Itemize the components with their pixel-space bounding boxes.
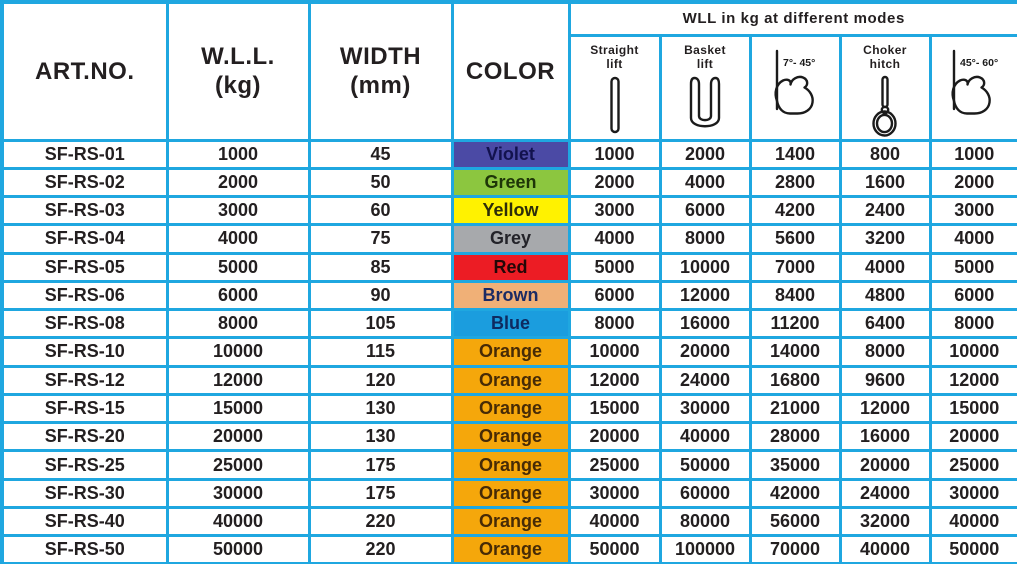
- cell-mode-straight-lift: 20000: [569, 423, 660, 451]
- column-header-wll: [167, 2, 309, 140]
- cell-mode-angle-45-60: 3000: [930, 197, 1017, 225]
- straight-sling-icon: [602, 75, 628, 135]
- cell-width-mm: 220: [309, 536, 452, 564]
- cell-mode-straight-lift: 5000: [569, 253, 660, 281]
- cell-mode-basket-lift: 24000: [660, 366, 750, 394]
- table-row: [2, 168, 1017, 196]
- cell-art-no: SF-RS-25: [2, 451, 167, 479]
- cell-mode-angle-7-45: 21000: [750, 394, 840, 422]
- cell-mode-angle-7-45: 1400: [750, 140, 840, 168]
- cell-mode-basket-lift: 16000: [660, 310, 750, 338]
- cell-mode-basket-lift: 10000: [660, 253, 750, 281]
- cell-mode-choker-hitch: 800: [840, 140, 930, 168]
- cell-mode-straight-lift: 10000: [569, 338, 660, 366]
- mode-label: lift: [696, 56, 714, 71]
- column-header-label: W.L.L.: [201, 42, 275, 70]
- cell-mode-choker-hitch: 3200: [840, 225, 930, 253]
- cell-mode-basket-lift: 4000: [660, 168, 750, 196]
- cell-mode-straight-lift: 30000: [569, 479, 660, 507]
- column-header-unit: (kg): [215, 72, 261, 100]
- mode-header-angle-45-60: [930, 35, 1017, 140]
- cell-mode-angle-45-60: 4000: [930, 225, 1017, 253]
- cell-mode-straight-lift: 50000: [569, 536, 660, 564]
- column-header-label: WIDTH: [339, 42, 422, 70]
- mode-label: Straight: [590, 42, 639, 57]
- cell-width-mm: 50: [309, 168, 452, 196]
- angle-label: 45°- 60°: [960, 56, 999, 69]
- cell-color: Yellow: [452, 197, 569, 225]
- cell-mode-straight-lift: 25000: [569, 451, 660, 479]
- cell-color: Orange: [452, 423, 569, 451]
- cell-mode-choker-hitch: 9600: [840, 366, 930, 394]
- table-row: [2, 536, 1017, 564]
- cell-mode-straight-lift: 4000: [569, 225, 660, 253]
- cell-width-mm: 130: [309, 394, 452, 422]
- table-row: [2, 253, 1017, 281]
- angle-label: 7°- 45°: [783, 56, 816, 69]
- table-body: [2, 140, 1017, 564]
- cell-width-mm: 220: [309, 507, 452, 535]
- cell-mode-angle-45-60: 5000: [930, 253, 1017, 281]
- cell-mode-angle-45-60: 1000: [930, 140, 1017, 168]
- mode-header-choker-hitch: [840, 35, 930, 140]
- cell-color: Orange: [452, 451, 569, 479]
- cell-mode-basket-lift: 30000: [660, 394, 750, 422]
- cell-mode-angle-7-45: 11200: [750, 310, 840, 338]
- mode-label: lift: [606, 56, 623, 71]
- column-header-art-no: [2, 2, 167, 140]
- cell-mode-angle-45-60: 8000: [930, 310, 1017, 338]
- cell-color: Orange: [452, 536, 569, 564]
- column-header-color: [452, 2, 569, 140]
- table-row: [2, 225, 1017, 253]
- cell-mode-choker-hitch: 24000: [840, 479, 930, 507]
- cell-mode-angle-7-45: 14000: [750, 338, 840, 366]
- cell-width-mm: 120: [309, 366, 452, 394]
- cell-mode-straight-lift: 12000: [569, 366, 660, 394]
- cell-wll-kg: 1000: [167, 140, 309, 168]
- cell-width-mm: 130: [309, 423, 452, 451]
- cell-mode-basket-lift: 100000: [660, 536, 750, 564]
- cell-color: Blue: [452, 310, 569, 338]
- group-header-wll-modes: WLL in kg at different modes: [569, 2, 1017, 35]
- cell-mode-basket-lift: 12000: [660, 281, 750, 309]
- cell-wll-kg: 40000: [167, 507, 309, 535]
- cell-art-no: SF-RS-12: [2, 366, 167, 394]
- cell-art-no: SF-RS-04: [2, 225, 167, 253]
- cell-color: Orange: [452, 507, 569, 535]
- cell-mode-angle-7-45: 5600: [750, 225, 840, 253]
- cell-mode-angle-45-60: 2000: [930, 168, 1017, 196]
- cell-mode-choker-hitch: 1600: [840, 168, 930, 196]
- cell-mode-angle-45-60: 25000: [930, 451, 1017, 479]
- basket-sling-icon: [685, 75, 725, 133]
- cell-width-mm: 115: [309, 338, 452, 366]
- cell-mode-angle-7-45: 16800: [750, 366, 840, 394]
- cell-wll-kg: 5000: [167, 253, 309, 281]
- cell-mode-choker-hitch: 16000: [840, 423, 930, 451]
- cell-wll-kg: 12000: [167, 366, 309, 394]
- cell-width-mm: 90: [309, 281, 452, 309]
- cell-mode-angle-7-45: 56000: [750, 507, 840, 535]
- cell-mode-basket-lift: 60000: [660, 479, 750, 507]
- cell-mode-basket-lift: 6000: [660, 197, 750, 225]
- cell-wll-kg: 6000: [167, 281, 309, 309]
- cell-width-mm: 45: [309, 140, 452, 168]
- mode-header-basket-lift: [660, 35, 750, 140]
- cell-mode-choker-hitch: 20000: [840, 451, 930, 479]
- cell-color: Green: [452, 168, 569, 196]
- cell-wll-kg: 4000: [167, 225, 309, 253]
- table-row: [2, 479, 1017, 507]
- cell-mode-basket-lift: 8000: [660, 225, 750, 253]
- cell-mode-angle-7-45: 4200: [750, 197, 840, 225]
- cell-mode-angle-45-60: 20000: [930, 423, 1017, 451]
- cell-mode-straight-lift: 2000: [569, 168, 660, 196]
- table-row: [2, 338, 1017, 366]
- table-row: [2, 140, 1017, 168]
- cell-wll-kg: 30000: [167, 479, 309, 507]
- cell-mode-basket-lift: 2000: [660, 140, 750, 168]
- cell-mode-angle-45-60: 12000: [930, 366, 1017, 394]
- cell-color: Orange: [452, 338, 569, 366]
- table-row: [2, 423, 1017, 451]
- cell-wll-kg: 25000: [167, 451, 309, 479]
- table-row: [2, 281, 1017, 309]
- cell-mode-choker-hitch: 8000: [840, 338, 930, 366]
- cell-mode-angle-7-45: 70000: [750, 536, 840, 564]
- table-row: [2, 197, 1017, 225]
- cell-art-no: SF-RS-10: [2, 338, 167, 366]
- cell-art-no: SF-RS-15: [2, 394, 167, 422]
- cell-mode-angle-45-60: 30000: [930, 479, 1017, 507]
- table-row: [2, 451, 1017, 479]
- cell-art-no: SF-RS-50: [2, 536, 167, 564]
- cell-mode-angle-45-60: 50000: [930, 536, 1017, 564]
- cell-width-mm: 175: [309, 451, 452, 479]
- cell-mode-angle-7-45: 42000: [750, 479, 840, 507]
- cell-mode-choker-hitch: 32000: [840, 507, 930, 535]
- angled-basket-7-45-icon: [763, 43, 827, 139]
- cell-wll-kg: 10000: [167, 338, 309, 366]
- cell-mode-straight-lift: 1000: [569, 140, 660, 168]
- cell-art-no: SF-RS-06: [2, 281, 167, 309]
- cell-mode-straight-lift: 40000: [569, 507, 660, 535]
- cell-art-no: SF-RS-08: [2, 310, 167, 338]
- mode-header-straight-lift: [569, 35, 660, 140]
- mode-label: hitch: [869, 56, 901, 71]
- cell-art-no: SF-RS-02: [2, 168, 167, 196]
- cell-art-no: SF-RS-20: [2, 423, 167, 451]
- cell-mode-angle-7-45: 2800: [750, 168, 840, 196]
- cell-mode-straight-lift: 6000: [569, 281, 660, 309]
- cell-art-no: SF-RS-03: [2, 197, 167, 225]
- cell-mode-choker-hitch: 4800: [840, 281, 930, 309]
- cell-art-no: SF-RS-40: [2, 507, 167, 535]
- cell-color: Grey: [452, 225, 569, 253]
- cell-mode-choker-hitch: 40000: [840, 536, 930, 564]
- cell-mode-angle-45-60: 40000: [930, 507, 1017, 535]
- cell-mode-straight-lift: 8000: [569, 310, 660, 338]
- table-row: [2, 394, 1017, 422]
- cell-mode-angle-7-45: 8400: [750, 281, 840, 309]
- table-row: [2, 507, 1017, 535]
- cell-wll-kg: 2000: [167, 168, 309, 196]
- cell-mode-angle-45-60: 6000: [930, 281, 1017, 309]
- cell-art-no: SF-RS-30: [2, 479, 167, 507]
- cell-mode-angle-45-60: 10000: [930, 338, 1017, 366]
- cell-wll-kg: 15000: [167, 394, 309, 422]
- cell-wll-kg: 20000: [167, 423, 309, 451]
- cell-art-no: SF-RS-05: [2, 253, 167, 281]
- cell-mode-basket-lift: 40000: [660, 423, 750, 451]
- cell-mode-straight-lift: 15000: [569, 394, 660, 422]
- cell-color: Orange: [452, 366, 569, 394]
- cell-width-mm: 75: [309, 225, 452, 253]
- column-header-label: COLOR: [465, 57, 556, 85]
- cell-mode-angle-7-45: 28000: [750, 423, 840, 451]
- cell-mode-choker-hitch: 2400: [840, 197, 930, 225]
- cell-mode-choker-hitch: 6400: [840, 310, 930, 338]
- table-row: [2, 310, 1017, 338]
- cell-color: Brown: [452, 281, 569, 309]
- mode-label: Basket: [684, 42, 726, 57]
- cell-width-mm: 175: [309, 479, 452, 507]
- cell-mode-angle-45-60: 15000: [930, 394, 1017, 422]
- cell-mode-basket-lift: 80000: [660, 507, 750, 535]
- cell-width-mm: 60: [309, 197, 452, 225]
- cell-width-mm: 85: [309, 253, 452, 281]
- cell-mode-basket-lift: 20000: [660, 338, 750, 366]
- choker-hitch-icon: [863, 75, 907, 137]
- cell-width-mm: 105: [309, 310, 452, 338]
- cell-wll-kg: 50000: [167, 536, 309, 564]
- column-header-unit: (mm): [350, 72, 411, 100]
- cell-mode-choker-hitch: 4000: [840, 253, 930, 281]
- cell-mode-basket-lift: 50000: [660, 451, 750, 479]
- cell-color: Red: [452, 253, 569, 281]
- cell-mode-angle-7-45: 35000: [750, 451, 840, 479]
- cell-color: Violet: [452, 140, 569, 168]
- column-header-label: ART.NO.: [35, 57, 135, 85]
- cell-mode-angle-7-45: 7000: [750, 253, 840, 281]
- table-row: [2, 366, 1017, 394]
- column-header-width: [309, 2, 452, 140]
- cell-mode-choker-hitch: 12000: [840, 394, 930, 422]
- cell-mode-straight-lift: 3000: [569, 197, 660, 225]
- cell-art-no: SF-RS-01: [2, 140, 167, 168]
- cell-color: Orange: [452, 479, 569, 507]
- cell-wll-kg: 3000: [167, 197, 309, 225]
- mode-header-angle-7-45: [750, 35, 840, 140]
- mode-label: Choker: [863, 42, 907, 57]
- angled-basket-45-60-icon: [942, 43, 1006, 139]
- cell-color: Orange: [452, 394, 569, 422]
- cell-wll-kg: 8000: [167, 310, 309, 338]
